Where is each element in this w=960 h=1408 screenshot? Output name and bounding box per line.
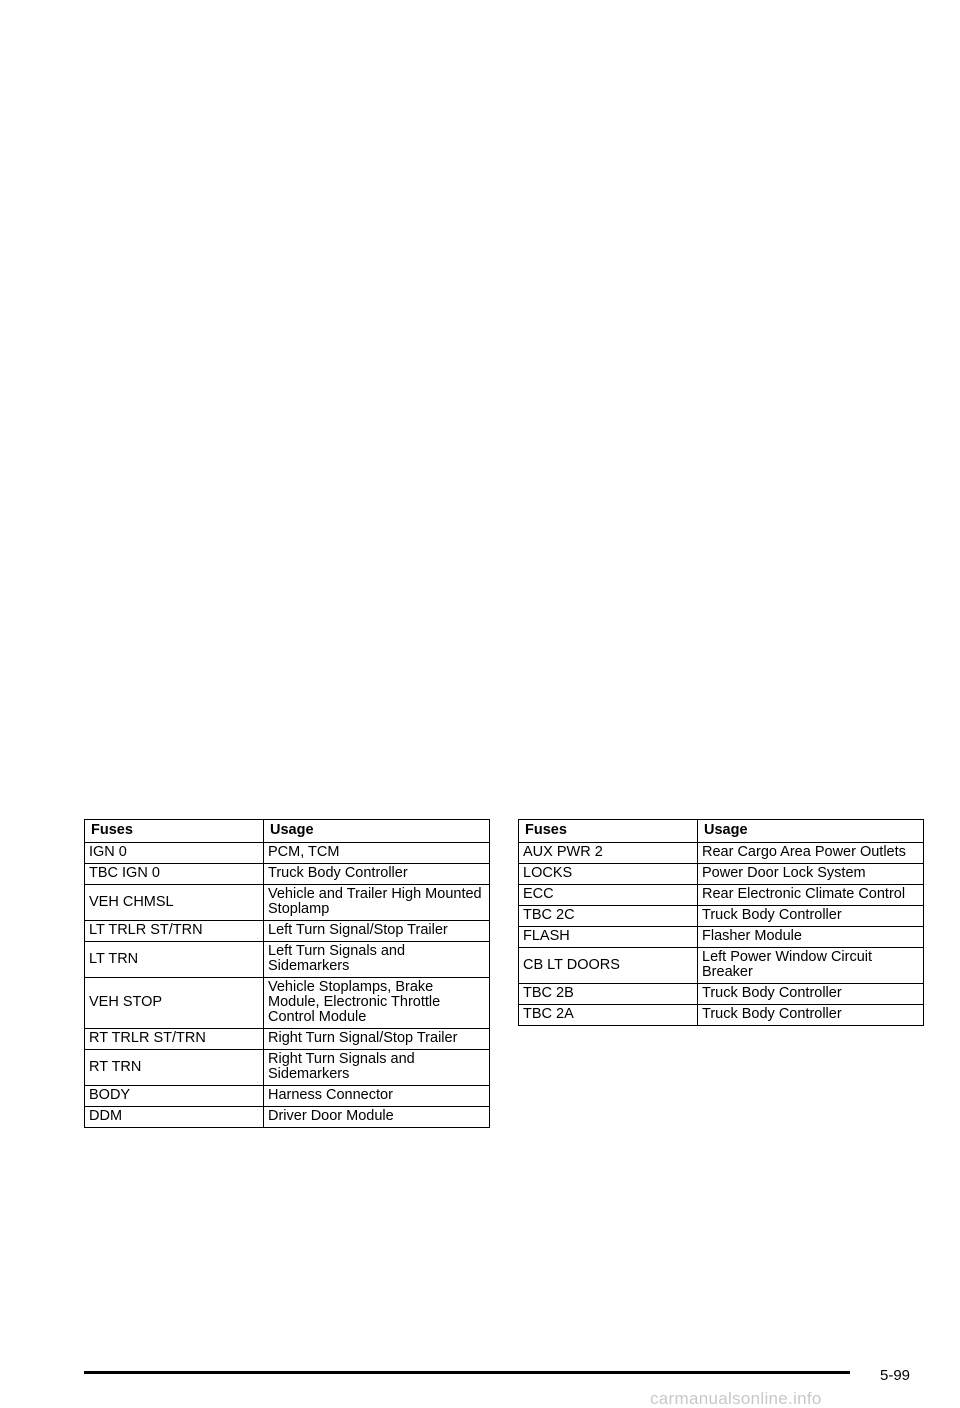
fuse-usage-cell: Harness Connector: [264, 1086, 490, 1107]
fuse-name-cell: RT TRLR ST/TRN: [85, 1029, 264, 1050]
fuse-name-cell: RT TRN: [85, 1050, 264, 1086]
fuse-usage-cell: Left Turn Signals and Sidemarkers: [264, 942, 490, 978]
fuse-name-cell: CB LT DOORS: [519, 948, 698, 984]
fuse-usage-cell: Right Turn Signals and Sidemarkers: [264, 1050, 490, 1086]
page-number: 5-99: [880, 1367, 911, 1384]
column-header-fuses: Fuses: [519, 820, 698, 843]
fuse-usage-cell: PCM, TCM: [264, 843, 490, 864]
table-row: [85, 1029, 490, 1050]
table-row: [85, 843, 490, 864]
fuse-name-cell: BODY: [85, 1086, 264, 1107]
fuse-table-right: [518, 819, 924, 1026]
fuse-name-cell: TBC IGN 0: [85, 864, 264, 885]
table-row: [85, 864, 490, 885]
table-row: [519, 1005, 924, 1026]
fuse-usage-cell: Truck Body Controller: [698, 1005, 924, 1026]
fuse-name-cell: AUX PWR 2: [519, 843, 698, 864]
fuse-usage-cell: Rear Electronic Climate Control: [698, 885, 924, 906]
fuse-usage-cell: Rear Cargo Area Power Outlets: [698, 843, 924, 864]
fuse-usage-cell: Vehicle and Trailer High Mounted Stoplamp: [264, 885, 490, 921]
fuse-usage-cell: Power Door Lock System: [698, 864, 924, 885]
fuse-usage-cell: Left Power Window Circuit Breaker: [698, 948, 924, 984]
fuse-name-cell: LOCKS: [519, 864, 698, 885]
fuse-name-cell: IGN 0: [85, 843, 264, 864]
table-row: [519, 984, 924, 1005]
fuse-usage-cell: Truck Body Controller: [264, 864, 490, 885]
table-row: [519, 948, 924, 984]
fuse-usage-cell: Right Turn Signal/Stop Trailer: [264, 1029, 490, 1050]
table-row: [519, 906, 924, 927]
fuse-name-cell: VEH CHMSL: [85, 885, 264, 921]
fuse-usage-cell: Truck Body Controller: [698, 906, 924, 927]
fuse-name-cell: VEH STOP: [85, 978, 264, 1029]
table-row: [519, 927, 924, 948]
fuse-table-left: [84, 819, 490, 1128]
table-row: [85, 1107, 490, 1128]
footer-divider: [84, 1371, 850, 1374]
fuse-name-cell: DDM: [85, 1107, 264, 1128]
fuse-name-cell: TBC 2A: [519, 1005, 698, 1026]
table-row: [519, 864, 924, 885]
fuse-usage-cell: Driver Door Module: [264, 1107, 490, 1128]
table-row: [519, 885, 924, 906]
fuse-usage-cell: Flasher Module: [698, 927, 924, 948]
fuse-usage-cell: Vehicle Stoplamps, Brake Module, Electronic Throttle Control Module: [264, 978, 490, 1029]
table-row: [85, 1050, 490, 1086]
fuse-name-cell: FLASH: [519, 927, 698, 948]
fuse-name-cell: TBC 2B: [519, 984, 698, 1005]
table-row: [519, 843, 924, 864]
fuse-name-cell: LT TRN: [85, 942, 264, 978]
table-row: [85, 1086, 490, 1107]
watermark[interactable]: carmanualsonline.info: [650, 1389, 822, 1408]
table-header-row: [85, 820, 490, 843]
fuse-name-cell: ECC: [519, 885, 698, 906]
table-row: [85, 978, 490, 1029]
fuse-name-cell: TBC 2C: [519, 906, 698, 927]
fuse-name-cell: LT TRLR ST/TRN: [85, 921, 264, 942]
table-row: [85, 921, 490, 942]
column-header-usage: Usage: [698, 820, 924, 843]
column-header-fuses: Fuses: [85, 820, 264, 843]
table-row: [85, 885, 490, 921]
table-header-row: [519, 820, 924, 843]
fuse-usage-cell: Truck Body Controller: [698, 984, 924, 1005]
table-row: [85, 942, 490, 978]
column-header-usage: Usage: [264, 820, 490, 843]
fuse-usage-cell: Left Turn Signal/Stop Trailer: [264, 921, 490, 942]
